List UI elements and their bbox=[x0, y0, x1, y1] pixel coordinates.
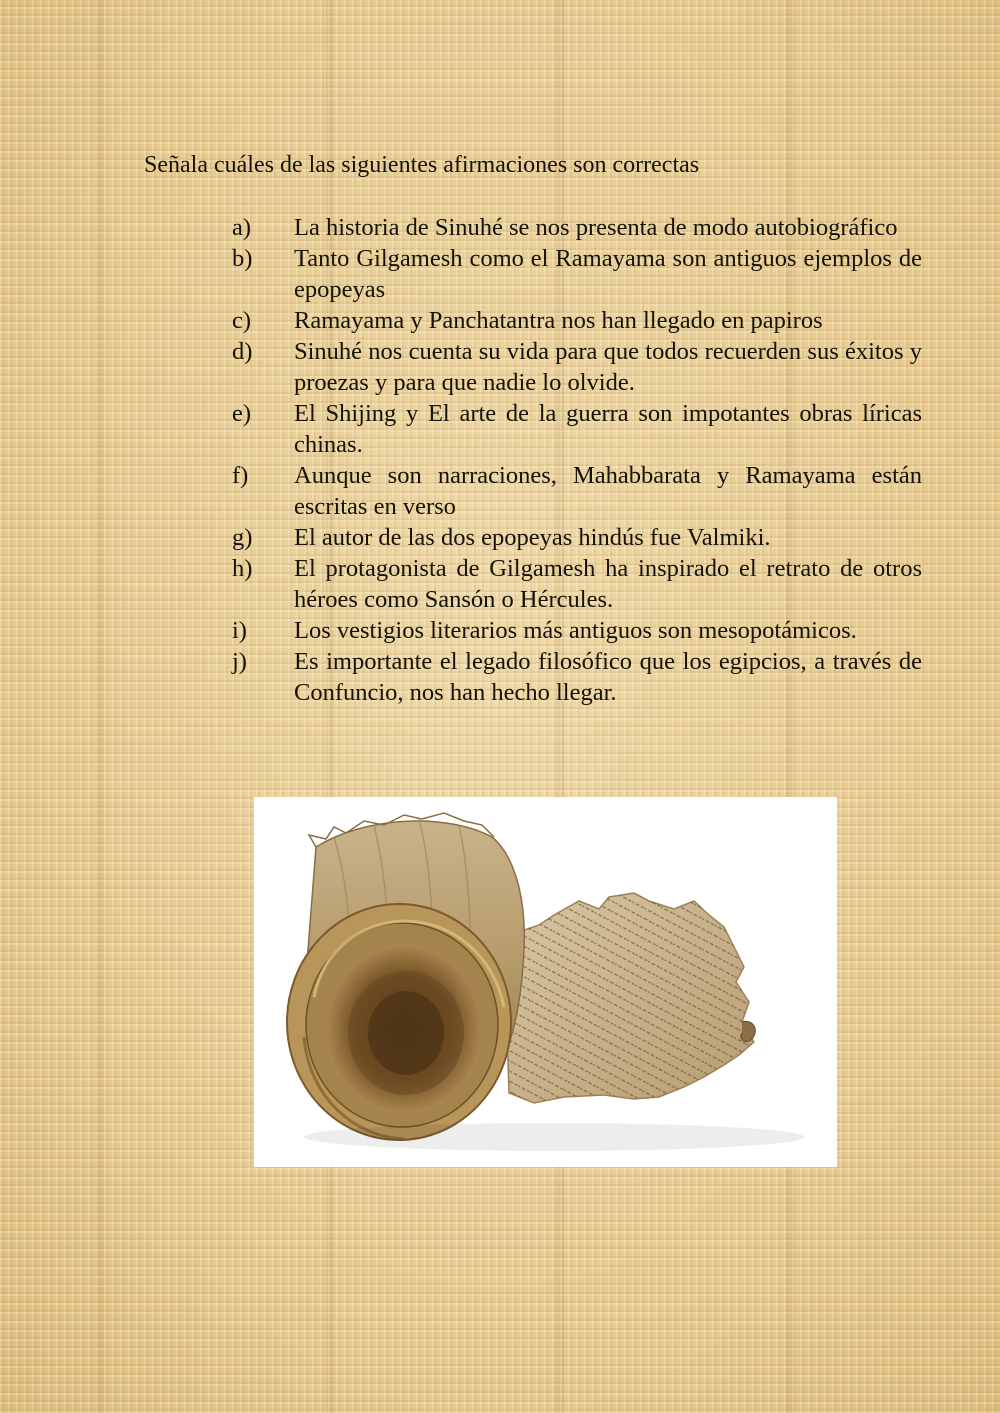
papyrus-scroll-image bbox=[254, 797, 837, 1167]
sheet-curl bbox=[741, 1021, 755, 1041]
statement-marker: h) bbox=[232, 555, 253, 582]
statement-marker: e) bbox=[232, 400, 252, 427]
statement-marker: a) bbox=[232, 214, 252, 241]
statement-marker: b) bbox=[232, 245, 253, 272]
statement-marker: j) bbox=[232, 648, 247, 675]
statement-b bbox=[232, 243, 922, 305]
statement-i bbox=[232, 615, 922, 646]
statement-text: Los vestigios literarios más antiguos son mesopotámicos. bbox=[294, 617, 857, 644]
statement-c bbox=[232, 305, 922, 336]
statement-j bbox=[232, 646, 922, 708]
statement-marker: c) bbox=[232, 307, 252, 334]
statement-text: Aunque son narraciones, Mahabbarata y Ramayama están escritas en verso bbox=[294, 462, 922, 520]
statement-marker: g) bbox=[232, 524, 253, 551]
papyrus-scroll-illustration bbox=[254, 797, 837, 1167]
statement-marker: f) bbox=[232, 462, 249, 489]
statement-text: Sinuhé nos cuenta su vida para que todos recuerden sus éxitos y proezas y para que nadie lo olvide. bbox=[294, 338, 922, 396]
statement-text: El autor de las dos epopeyas hindús fue Valmiki. bbox=[294, 524, 771, 551]
statement-text: Tanto Gilgamesh como el Ramayama son antiguos ejemplos de epopeyas bbox=[294, 245, 922, 303]
statement-text: El Shijing y El arte de la guerra son impotantes obras líricas chinas. bbox=[294, 400, 922, 458]
statement-text: Es importante el legado filosófico que los egipcios, a través de Confuncio, nos han hecho llegar. bbox=[294, 648, 922, 706]
statement-text: Ramayama y Panchatantra nos han llegado en papiros bbox=[294, 307, 823, 334]
statement-e bbox=[232, 398, 922, 460]
statement-g bbox=[232, 522, 922, 553]
statement-d bbox=[232, 336, 922, 398]
statement-a bbox=[232, 212, 922, 243]
question-heading: Señala cuáles de las siguientes afirmaciones son correctas bbox=[144, 152, 700, 178]
statement-marker: d) bbox=[232, 338, 253, 365]
statement-f bbox=[232, 460, 922, 522]
statement-text: La historia de Sinuhé se nos presenta de modo autobiográfico bbox=[294, 214, 898, 241]
statements-list bbox=[232, 212, 922, 708]
statement-marker: i) bbox=[232, 617, 247, 644]
statement-text: El protagonista de Gilgamesh ha inspirado el retrato de otros héroes como Sansón o Hércules. bbox=[294, 555, 922, 613]
statement-h bbox=[232, 553, 922, 615]
